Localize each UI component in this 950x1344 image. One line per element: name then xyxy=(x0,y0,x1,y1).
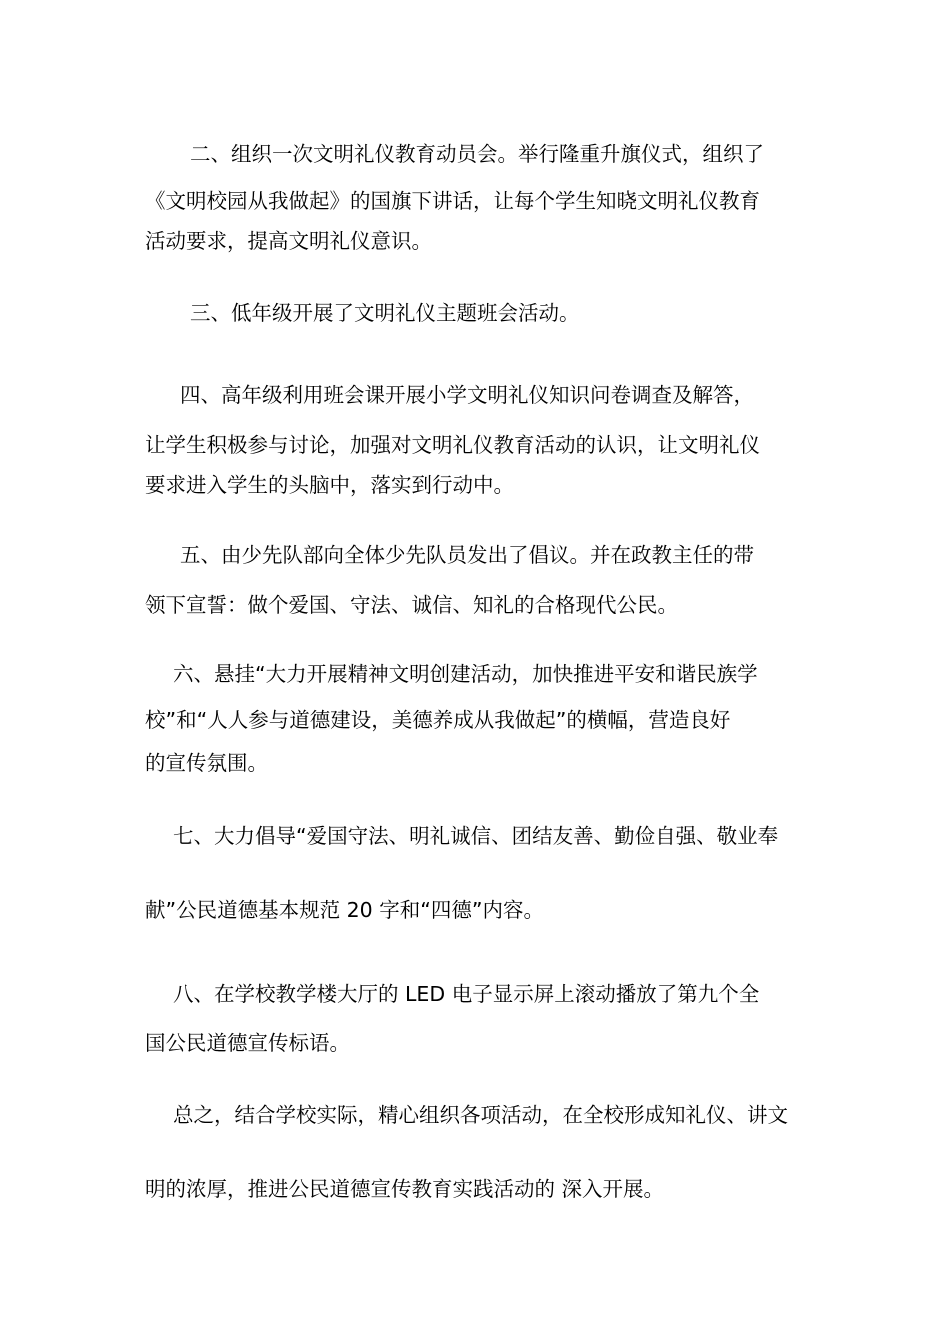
text-line: 《文明校园从我做起》的国旗下讲话，让每个学生知晓文明礼仪教育 xyxy=(145,189,760,213)
text-line: 活动要求，提高文明礼仪意识。 xyxy=(145,229,432,253)
text-line: 的宣传氛围。 xyxy=(145,751,268,775)
text-line: 四、高年级利用班会课开展小学文明礼仪知识问卷调查及解答， xyxy=(180,383,754,407)
text-line: 八、在学校教学楼大厅的 LED 电子显示屏上滚动播放了第九个全 xyxy=(173,982,760,1006)
text-line: 国公民道德宣传标语。 xyxy=(145,1031,350,1055)
text-line: 六、悬挂“大力开展精神文明创建活动，加快推进平安和谐民族学 xyxy=(173,662,758,686)
text-line: 二、组织一次文明礼仪教育动员会。举行隆重升旗仪式，组织了 xyxy=(190,142,764,166)
text-line: 三、低年级开展了文明礼仪主题班会活动。 xyxy=(190,301,580,325)
text-line: 明的浓厚，推进公民道德宣传教育实践活动的 深入开展。 xyxy=(145,1177,665,1201)
text-line: 要求进入学生的头脑中，落实到行动中。 xyxy=(145,473,514,497)
text-line: 校”和“人人参与道德建设，美德养成从我做起”的横幅，营造良好 xyxy=(145,708,731,732)
text-line: 领下宣誓：做个爱国、守法、诚信、知礼的合格现代公民。 xyxy=(145,593,678,617)
text-line: 让学生积极参与讨论，加强对文明礼仪教育活动的认识，让文明礼仪 xyxy=(145,433,760,457)
text-line: 五、由少先队部向全体少先队员发出了倡议。并在政教主任的带 xyxy=(180,543,754,567)
text-line: 献”公民道德基本规范 20 字和“四德”内容。 xyxy=(145,898,544,922)
text-line: 七、大力倡导“爱国守法、明礼诚信、团结友善、勤俭自强、敬业奉 xyxy=(173,824,779,848)
text-line: 总之，结合学校实际，精心组织各项活动，在全校形成知礼仪、讲文 xyxy=(173,1103,788,1127)
